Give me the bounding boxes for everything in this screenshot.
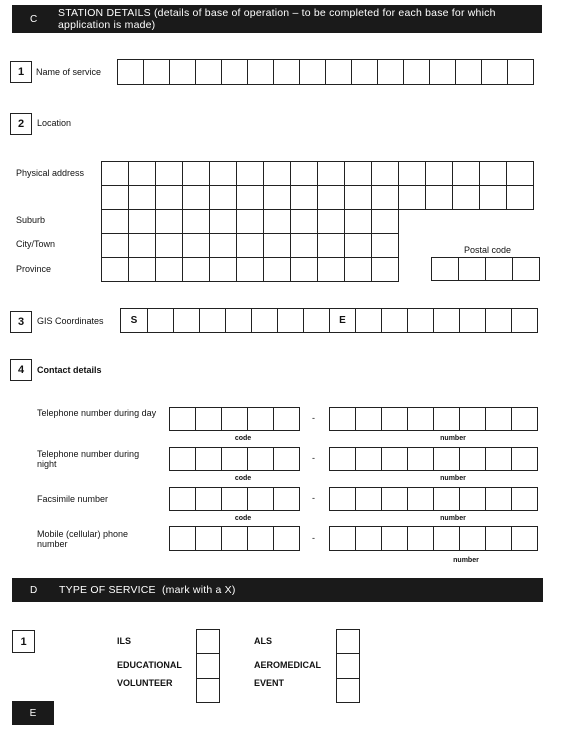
question-2-number: 2: [10, 113, 32, 135]
service-option-educational: EDUCATIONAL: [117, 660, 182, 670]
question-1-number: 1: [10, 61, 32, 83]
section-d-header: [12, 578, 543, 602]
section-d-letter: D: [30, 585, 38, 596]
telephone-night-code-field[interactable]: [169, 447, 300, 471]
telephone-night-label: Telephone number during night: [37, 449, 140, 469]
question-3-number: 3: [10, 311, 32, 333]
physical-address-line-2[interactable]: [101, 185, 534, 210]
service-checkboxes-left[interactable]: [196, 629, 220, 703]
telephone-day-dash: -: [312, 413, 315, 423]
province-label: Province: [16, 264, 52, 274]
telephone-night-number-caption: number: [440, 475, 466, 482]
service-option-als: ALS: [254, 636, 272, 646]
suburb-label: Suburb: [16, 215, 46, 225]
telephone-day-number-caption: number: [440, 435, 466, 442]
service-option-ils: ILS: [117, 636, 132, 646]
telephone-night-number-field[interactable]: [329, 447, 538, 471]
name-of-service-label: Name of service: [36, 67, 102, 77]
postal-code-field[interactable]: [431, 257, 540, 281]
section-d-question-1-number: 1: [12, 630, 35, 653]
event-checkbox[interactable]: [337, 679, 359, 702]
facsimile-code-field[interactable]: [169, 487, 300, 511]
service-option-aeromedical: AEROMEDICAL: [254, 660, 321, 670]
section-c-header: [12, 5, 542, 33]
gis-coordinates-field[interactable]: [120, 308, 538, 333]
telephone-day-number-field[interactable]: [329, 407, 538, 431]
facsimile-number-caption: number: [440, 515, 466, 522]
section-d-title: TYPE OF SERVICE (mark with a X): [59, 584, 236, 596]
telephone-day-code-field[interactable]: [169, 407, 300, 431]
educational-checkbox[interactable]: [197, 654, 219, 678]
ils-checkbox[interactable]: [197, 630, 219, 654]
telephone-night-code-caption: code: [234, 475, 252, 482]
telephone-night-dash: -: [312, 453, 315, 463]
telephone-day-code-caption: code: [234, 435, 252, 442]
city-town-label: City/Town: [16, 239, 56, 249]
question-4-number: 4: [10, 359, 32, 381]
aeromedical-checkbox[interactable]: [337, 654, 359, 678]
city-town-field[interactable]: [101, 233, 399, 258]
gis-south-cell: S: [120, 308, 148, 333]
section-e-header: E: [12, 701, 54, 725]
mobile-phone-number-caption: number: [453, 557, 479, 564]
province-field[interactable]: [101, 257, 399, 282]
service-checkboxes-right[interactable]: [336, 629, 360, 703]
volunteer-checkbox[interactable]: [197, 679, 219, 702]
service-option-volunteer: VOLUNTEER: [117, 678, 173, 688]
physical-address-line-1[interactable]: [101, 161, 534, 186]
als-checkbox[interactable]: [337, 630, 359, 654]
mobile-phone-dash: -: [312, 533, 315, 543]
facsimile-number-field[interactable]: [329, 487, 538, 511]
name-of-service-field[interactable]: [117, 59, 534, 85]
physical-address-label: Physical address: [16, 168, 85, 178]
section-c-title: STATION DETAILS (details of base of operation – to be completed for each base for which application is made): [58, 7, 499, 31]
facsimile-label: Facsimile number: [37, 494, 109, 504]
mobile-phone-label: Mobile (cellular) phone number: [37, 529, 129, 549]
facsimile-dash: -: [312, 493, 315, 503]
contact-details-label: Contact details: [37, 365, 102, 375]
gis-east-cell: E: [329, 308, 356, 333]
telephone-day-label: Telephone number during day: [37, 408, 157, 418]
section-c-letter: C: [30, 14, 38, 25]
suburb-field[interactable]: [101, 209, 399, 234]
mobile-phone-number-field[interactable]: [329, 526, 538, 551]
location-label: Location: [37, 118, 72, 128]
facsimile-code-caption: code: [234, 515, 252, 522]
postal-code-label: Postal code: [464, 245, 512, 255]
mobile-phone-code-field[interactable]: [169, 526, 300, 551]
gis-coordinates-label: GIS Coordinates: [37, 316, 104, 326]
service-option-event: EVENT: [254, 678, 285, 688]
